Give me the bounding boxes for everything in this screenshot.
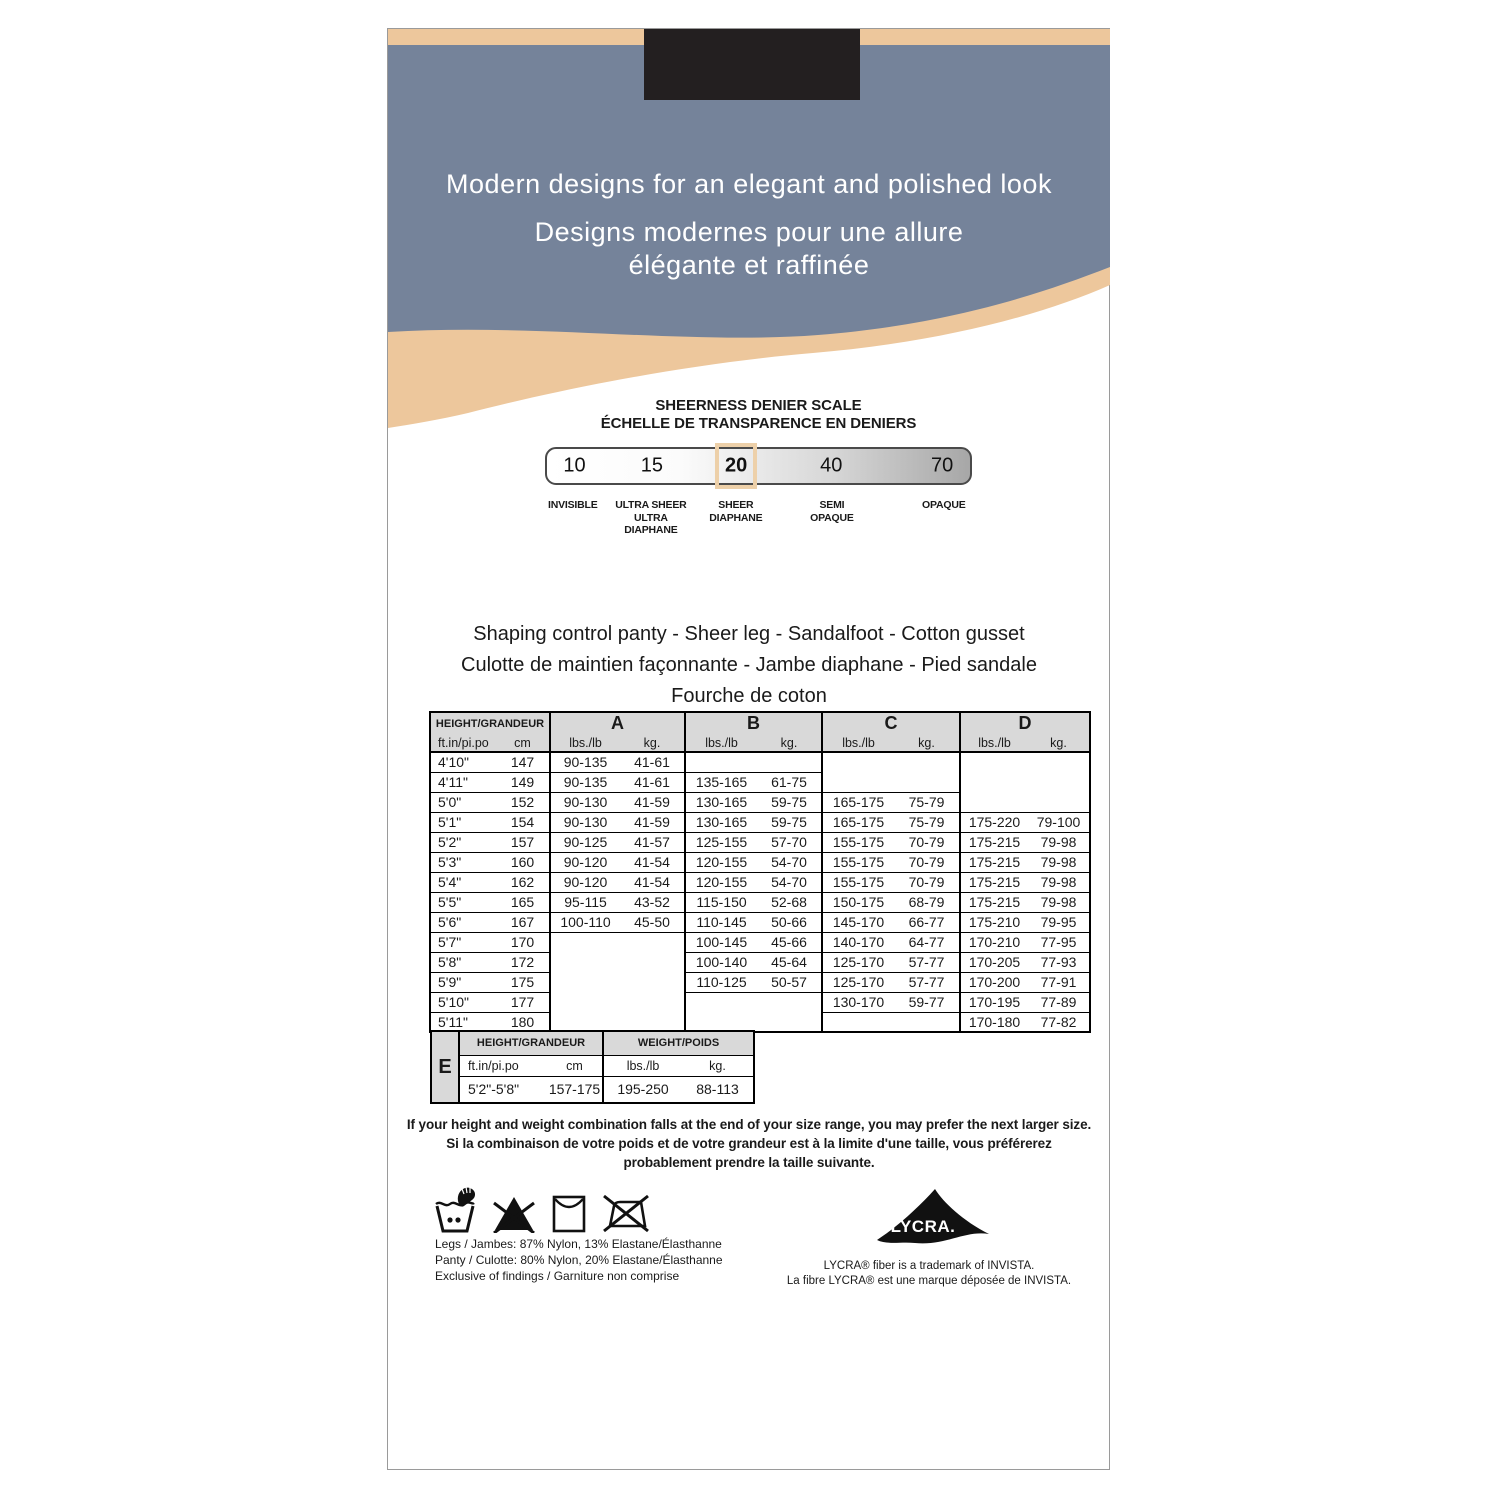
weight-lbs-cell: 175-220 <box>960 812 1028 832</box>
care-symbols <box>434 1187 650 1233</box>
lycra-logo <box>877 1187 989 1251</box>
weight-lbs-cell <box>550 932 620 952</box>
weight-lbs-cell <box>822 1012 894 1032</box>
fiber-composition <box>435 1236 723 1284</box>
size-C-header: C <box>822 712 960 734</box>
weight-kg-cell <box>894 772 960 792</box>
weight-lbs-cell: 90-130 <box>550 812 620 832</box>
weight-lbs-cell: 130-165 <box>685 812 757 832</box>
height-ftin-cell: 5'0" <box>430 792 496 812</box>
weight-kg-cell: 41-59 <box>620 812 685 832</box>
sizing-note-fr1: Si la combinaison de votre poids et de votre grandeur est à la limite d'une taille, vous préférerez <box>446 1136 1052 1151</box>
weight-kg-cell: 43-52 <box>620 892 685 912</box>
weight-lbs-cell: 170-205 <box>960 952 1028 972</box>
size-B-header: B <box>685 712 822 734</box>
denier-stop-value: 15 <box>640 454 664 477</box>
weight-kg-cell: 54-70 <box>757 872 822 892</box>
composition-line: Panty / Culotte: 80% Nylon, 20% Elastane/Élasthanne <box>435 1253 723 1267</box>
weight-kg-cell: 77-95 <box>1028 932 1090 952</box>
weight-lbs-cell: 125-170 <box>822 972 894 992</box>
weight-lbs-cell: 90-120 <box>550 872 620 892</box>
denier-stop-label: ULTRA SHEER ULTRA DIAPHANE <box>615 499 687 536</box>
denier-stop-label: SEMI OPAQUE <box>810 499 854 524</box>
height-cm-cell: 177 <box>496 992 550 1012</box>
height-cm-cell: 149 <box>496 772 550 792</box>
weight-kg-cell: 79-98 <box>1028 832 1090 852</box>
height-ftin-cell: 5'5" <box>430 892 496 912</box>
weight-kg-cell: 45-64 <box>757 952 822 972</box>
height-ftin-cell: 5'8" <box>430 952 496 972</box>
weight-kg-cell <box>620 972 685 992</box>
weight-kg-cell <box>1028 792 1090 812</box>
height-cm-cell: 165 <box>496 892 550 912</box>
weight-kg-cell <box>1028 772 1090 792</box>
denier-stop-value: 20 <box>724 454 748 477</box>
weight-kg-subheader: kg. <box>894 734 960 752</box>
height-cm-cell: 152 <box>496 792 550 812</box>
size-table-row <box>430 912 1090 932</box>
weight-kg-cell: 79-98 <box>1028 852 1090 872</box>
weight-kg-cell: 59-75 <box>757 812 822 832</box>
weight-lbs-cell <box>685 752 757 772</box>
weight-kg-cell: 41-54 <box>620 852 685 872</box>
weight-lbs-cell: 120-155 <box>685 872 757 892</box>
height-ftin-cell: 4'11" <box>430 772 496 792</box>
size-e-label: E <box>431 1031 459 1103</box>
weight-lbs-cell: 115-150 <box>685 892 757 912</box>
height-ftin-cell: 5'10" <box>430 992 496 1012</box>
features-line-en: Shaping control panty - Sheer leg - Sandalfoot - Cotton gusset <box>473 623 1025 645</box>
weight-kg-cell: 41-61 <box>620 752 685 772</box>
weight-lbs-cell: 120-155 <box>685 852 757 872</box>
weight-lbs-cell: 90-135 <box>550 772 620 792</box>
denier-stop-label: SHEER DIAPHANE <box>709 499 763 524</box>
weight-lbs-cell: 100-140 <box>685 952 757 972</box>
weight-kg-cell <box>620 952 685 972</box>
features-line-fr2: Fourche de coton <box>671 685 827 707</box>
weight-lbs-cell: 170-200 <box>960 972 1028 992</box>
weight-kg-cell: 57-70 <box>757 832 822 852</box>
weight-kg-cell: 70-79 <box>894 852 960 872</box>
weight-kg-cell: 50-57 <box>757 972 822 992</box>
size-e-header-row <box>431 1031 754 1055</box>
denier-scale-title-fr: ÉCHELLE DE TRANSPARENCE EN DENIERS <box>600 415 917 432</box>
denier-stop-value: 70 <box>930 454 954 477</box>
height-ftin-subheader: ft.in/pi.po <box>430 734 496 752</box>
weight-kg-cell: 75-79 <box>894 812 960 832</box>
size-table-row <box>430 932 1090 952</box>
size-e-lbs-subheader: lbs./lb <box>603 1055 682 1076</box>
size-e-weight-header: WEIGHT/POIDS <box>603 1031 754 1055</box>
weight-lbs-cell: 155-175 <box>822 832 894 852</box>
weight-lbs-cell: 90-125 <box>550 832 620 852</box>
height-ftin-cell: 5'6" <box>430 912 496 932</box>
weight-kg-cell <box>757 992 822 1012</box>
weight-lbs-cell <box>685 1012 757 1032</box>
weight-kg-cell: 41-61 <box>620 772 685 792</box>
size-e-cm-cell: 157-175 <box>548 1081 601 1098</box>
weight-lbs-cell: 175-215 <box>960 832 1028 852</box>
denier-stop-label: INVISIBLE <box>547 499 598 511</box>
weight-kg-cell: 41-57 <box>620 832 685 852</box>
weight-lbs-cell: 175-215 <box>960 872 1028 892</box>
weight-kg-cell: 57-77 <box>894 952 960 972</box>
height-ftin-cell: 5'2" <box>430 832 496 852</box>
height-cm-cell: 154 <box>496 812 550 832</box>
composition-line: Exclusive of findings / Garniture non comprise <box>435 1269 680 1283</box>
tagline-french-line1: Designs modernes pour une allure <box>534 217 964 247</box>
weight-kg-cell <box>620 992 685 1012</box>
height-ftin-cell: 5'9" <box>430 972 496 992</box>
weight-lbs-cell: 135-165 <box>685 772 757 792</box>
denier-scale-labels <box>545 499 972 555</box>
height-ftin-cell: 4'10" <box>430 752 496 772</box>
size-table-row <box>430 992 1090 1012</box>
weight-lbs-cell: 90-120 <box>550 852 620 872</box>
height-ftin-cell: 5'4" <box>430 872 496 892</box>
height-group-header: HEIGHT/GRANDEUR <box>430 712 550 734</box>
weight-lbs-subheader: lbs./lb <box>960 734 1028 752</box>
weight-kg-cell <box>894 752 960 772</box>
weight-lbs-cell: 145-170 <box>822 912 894 932</box>
weight-kg-cell <box>620 1012 685 1032</box>
sizing-note-fr2: probablement prendre la taille suivante. <box>623 1155 875 1170</box>
lycra-trademark-fr: La fibre LYCRA® est une marque déposée de INVISTA. <box>786 1275 1072 1287</box>
weight-kg-cell: 59-75 <box>757 792 822 812</box>
weight-kg-cell: 52-68 <box>757 892 822 912</box>
size-e-data-row <box>431 1076 754 1103</box>
weight-kg-cell <box>894 1012 960 1032</box>
weight-lbs-cell <box>550 952 620 972</box>
weight-lbs-cell <box>960 792 1028 812</box>
tagline-french-line2: élégante et raffinée <box>628 250 870 280</box>
weight-kg-cell: 61-75 <box>757 772 822 792</box>
height-cm-cell: 147 <box>496 752 550 772</box>
weight-kg-cell: 45-50 <box>620 912 685 932</box>
package-back-panel <box>387 28 1110 1470</box>
height-cm-cell: 172 <box>496 952 550 972</box>
weight-kg-cell: 70-79 <box>894 872 960 892</box>
height-ftin-cell: 5'1" <box>430 812 496 832</box>
tagline-french <box>388 216 1110 282</box>
composition-line: Legs / Jambes: 87% Nylon, 13% Elastane/Élasthanne <box>435 1237 722 1251</box>
size-e-ftin-cell: 5'2"-5'8" <box>468 1081 520 1098</box>
weight-kg-cell: 79-95 <box>1028 912 1090 932</box>
height-cm-cell: 160 <box>496 852 550 872</box>
size-table-subheader-row <box>430 734 1090 752</box>
size-table-row <box>430 792 1090 812</box>
weight-kg-cell: 70-79 <box>894 832 960 852</box>
weight-kg-cell: 64-77 <box>894 932 960 952</box>
size-table-row <box>430 812 1090 832</box>
size-table-row <box>430 832 1090 852</box>
size-D-header: D <box>960 712 1090 734</box>
denier-scale-bar <box>545 447 972 485</box>
product-features <box>388 619 1110 712</box>
weight-kg-cell: 79-98 <box>1028 892 1090 912</box>
height-cm-cell: 167 <box>496 912 550 932</box>
weight-lbs-cell <box>550 992 620 1012</box>
size-e-subheader-row <box>431 1055 754 1076</box>
weight-lbs-cell: 140-170 <box>822 932 894 952</box>
tagline-english: Modern designs for an elegant and polished look <box>446 169 1052 199</box>
weight-kg-cell: 57-77 <box>894 972 960 992</box>
size-table-row <box>430 892 1090 912</box>
weight-lbs-cell: 130-165 <box>685 792 757 812</box>
weight-lbs-cell: 100-145 <box>685 932 757 952</box>
height-ftin-cell: 5'7" <box>430 932 496 952</box>
weight-lbs-cell: 175-215 <box>960 852 1028 872</box>
weight-kg-subheader: kg. <box>620 734 685 752</box>
height-cm-cell: 162 <box>496 872 550 892</box>
size-table-row <box>430 1012 1090 1032</box>
denier-stop-value: 10 <box>563 454 586 477</box>
height-cm-cell: 170 <box>496 932 550 952</box>
weight-kg-cell: 77-89 <box>1028 992 1090 1012</box>
size-A-header: A <box>550 712 685 734</box>
size-e-cm-subheader: cm <box>547 1055 603 1076</box>
weight-lbs-cell <box>822 772 894 792</box>
weight-lbs-cell: 170-195 <box>960 992 1028 1012</box>
weight-kg-cell <box>757 1012 822 1032</box>
weight-lbs-cell <box>822 752 894 772</box>
weight-lbs-cell: 110-125 <box>685 972 757 992</box>
weight-lbs-cell: 95-115 <box>550 892 620 912</box>
height-ftin-cell: 5'3" <box>430 852 496 872</box>
weight-kg-cell: 75-79 <box>894 792 960 812</box>
do-not-bleach-icon <box>492 1193 536 1233</box>
size-e-ftin-subheader: ft.in/pi.po <box>459 1055 547 1076</box>
size-e-kg-subheader: kg. <box>682 1055 754 1076</box>
size-table-row <box>430 852 1090 872</box>
lycra-trademark <box>779 1259 1079 1289</box>
height-cm-cell: 180 <box>496 1012 550 1032</box>
hand-wash-icon <box>434 1187 476 1233</box>
weight-kg-cell: 79-98 <box>1028 872 1090 892</box>
lycra-logo-text: LYCRA. <box>890 1217 956 1236</box>
size-table-row <box>430 872 1090 892</box>
weight-lbs-cell <box>550 972 620 992</box>
weight-lbs-cell: 90-135 <box>550 752 620 772</box>
size-e-lbs-cell: 195-250 <box>603 1076 682 1103</box>
weight-kg-cell <box>757 752 822 772</box>
weight-lbs-cell: 90-130 <box>550 792 620 812</box>
weight-kg-cell: 41-54 <box>620 872 685 892</box>
weight-kg-cell: 77-93 <box>1028 952 1090 972</box>
weight-lbs-cell <box>550 1012 620 1032</box>
height-cm-subheader: cm <box>496 734 550 752</box>
weight-lbs-cell: 150-175 <box>822 892 894 912</box>
weight-kg-cell: 77-91 <box>1028 972 1090 992</box>
weight-lbs-cell: 130-170 <box>822 992 894 1012</box>
weight-kg-cell: 68-79 <box>894 892 960 912</box>
weight-lbs-cell: 170-180 <box>960 1012 1028 1032</box>
weight-lbs-cell: 125-170 <box>822 952 894 972</box>
weight-kg-cell: 66-77 <box>894 912 960 932</box>
weight-lbs-cell: 110-145 <box>685 912 757 932</box>
weight-lbs-subheader: lbs./lb <box>822 734 894 752</box>
weight-kg-cell: 54-70 <box>757 852 822 872</box>
size-e-table <box>430 1030 755 1104</box>
weight-kg-subheader: kg. <box>1028 734 1090 752</box>
size-table-row <box>430 752 1090 772</box>
weight-kg-subheader: kg. <box>757 734 822 752</box>
denier-stop-value: 40 <box>820 454 843 477</box>
weight-lbs-cell: 155-175 <box>822 852 894 872</box>
size-chart-table <box>429 711 1091 1033</box>
size-table-row <box>430 772 1090 792</box>
weight-lbs-cell: 165-175 <box>822 792 894 812</box>
weight-kg-cell: 45-66 <box>757 932 822 952</box>
height-cm-cell: 175 <box>496 972 550 992</box>
weight-lbs-cell: 165-175 <box>822 812 894 832</box>
weight-kg-cell <box>1028 752 1090 772</box>
size-e-kg-cell: 88-113 <box>696 1081 739 1098</box>
features-line-fr1: Culotte de maintien façonnante - Jambe diaphane - Pied sandale <box>461 654 1037 676</box>
weight-kg-cell: 77-82 <box>1028 1012 1090 1032</box>
denier-scale-title-en: SHEERNESS DENIER SCALE <box>655 397 862 414</box>
weight-kg-cell <box>620 932 685 952</box>
do-not-iron-icon <box>602 1193 650 1233</box>
weight-kg-cell: 79-100 <box>1028 812 1090 832</box>
weight-lbs-cell <box>960 752 1028 772</box>
weight-lbs-cell: 170-210 <box>960 932 1028 952</box>
size-table-group-header-row <box>430 712 1090 734</box>
height-cm-cell: 157 <box>496 832 550 852</box>
weight-lbs-cell: 155-175 <box>822 872 894 892</box>
weight-kg-cell: 41-59 <box>620 792 685 812</box>
size-table-row <box>430 972 1090 992</box>
weight-lbs-cell <box>960 772 1028 792</box>
size-e-height-header: HEIGHT/GRANDEUR <box>459 1031 603 1055</box>
weight-kg-cell: 50-66 <box>757 912 822 932</box>
sizing-note <box>388 1115 1110 1172</box>
sizing-note-en: If your height and weight combination falls at the end of your size range, you may prefer the next larger size. <box>406 1117 1092 1132</box>
weight-lbs-cell <box>685 992 757 1012</box>
weight-kg-cell: 59-77 <box>894 992 960 1012</box>
denier-scale-title <box>545 397 972 433</box>
weight-lbs-subheader: lbs./lb <box>550 734 620 752</box>
weight-lbs-cell: 175-215 <box>960 892 1028 912</box>
weight-lbs-cell: 100-110 <box>550 912 620 932</box>
hang-tab <box>644 29 860 100</box>
weight-lbs-subheader: lbs./lb <box>685 734 757 752</box>
lycra-trademark-en: LYCRA® fiber is a trademark of INVISTA. <box>823 1260 1035 1272</box>
line-dry-icon <box>552 1195 586 1233</box>
weight-lbs-cell: 125-155 <box>685 832 757 852</box>
height-ftin-cell: 5'11" <box>430 1012 496 1032</box>
size-table-row <box>430 952 1090 972</box>
weight-lbs-cell: 175-210 <box>960 912 1028 932</box>
denier-stop-label: OPAQUE <box>922 499 966 511</box>
